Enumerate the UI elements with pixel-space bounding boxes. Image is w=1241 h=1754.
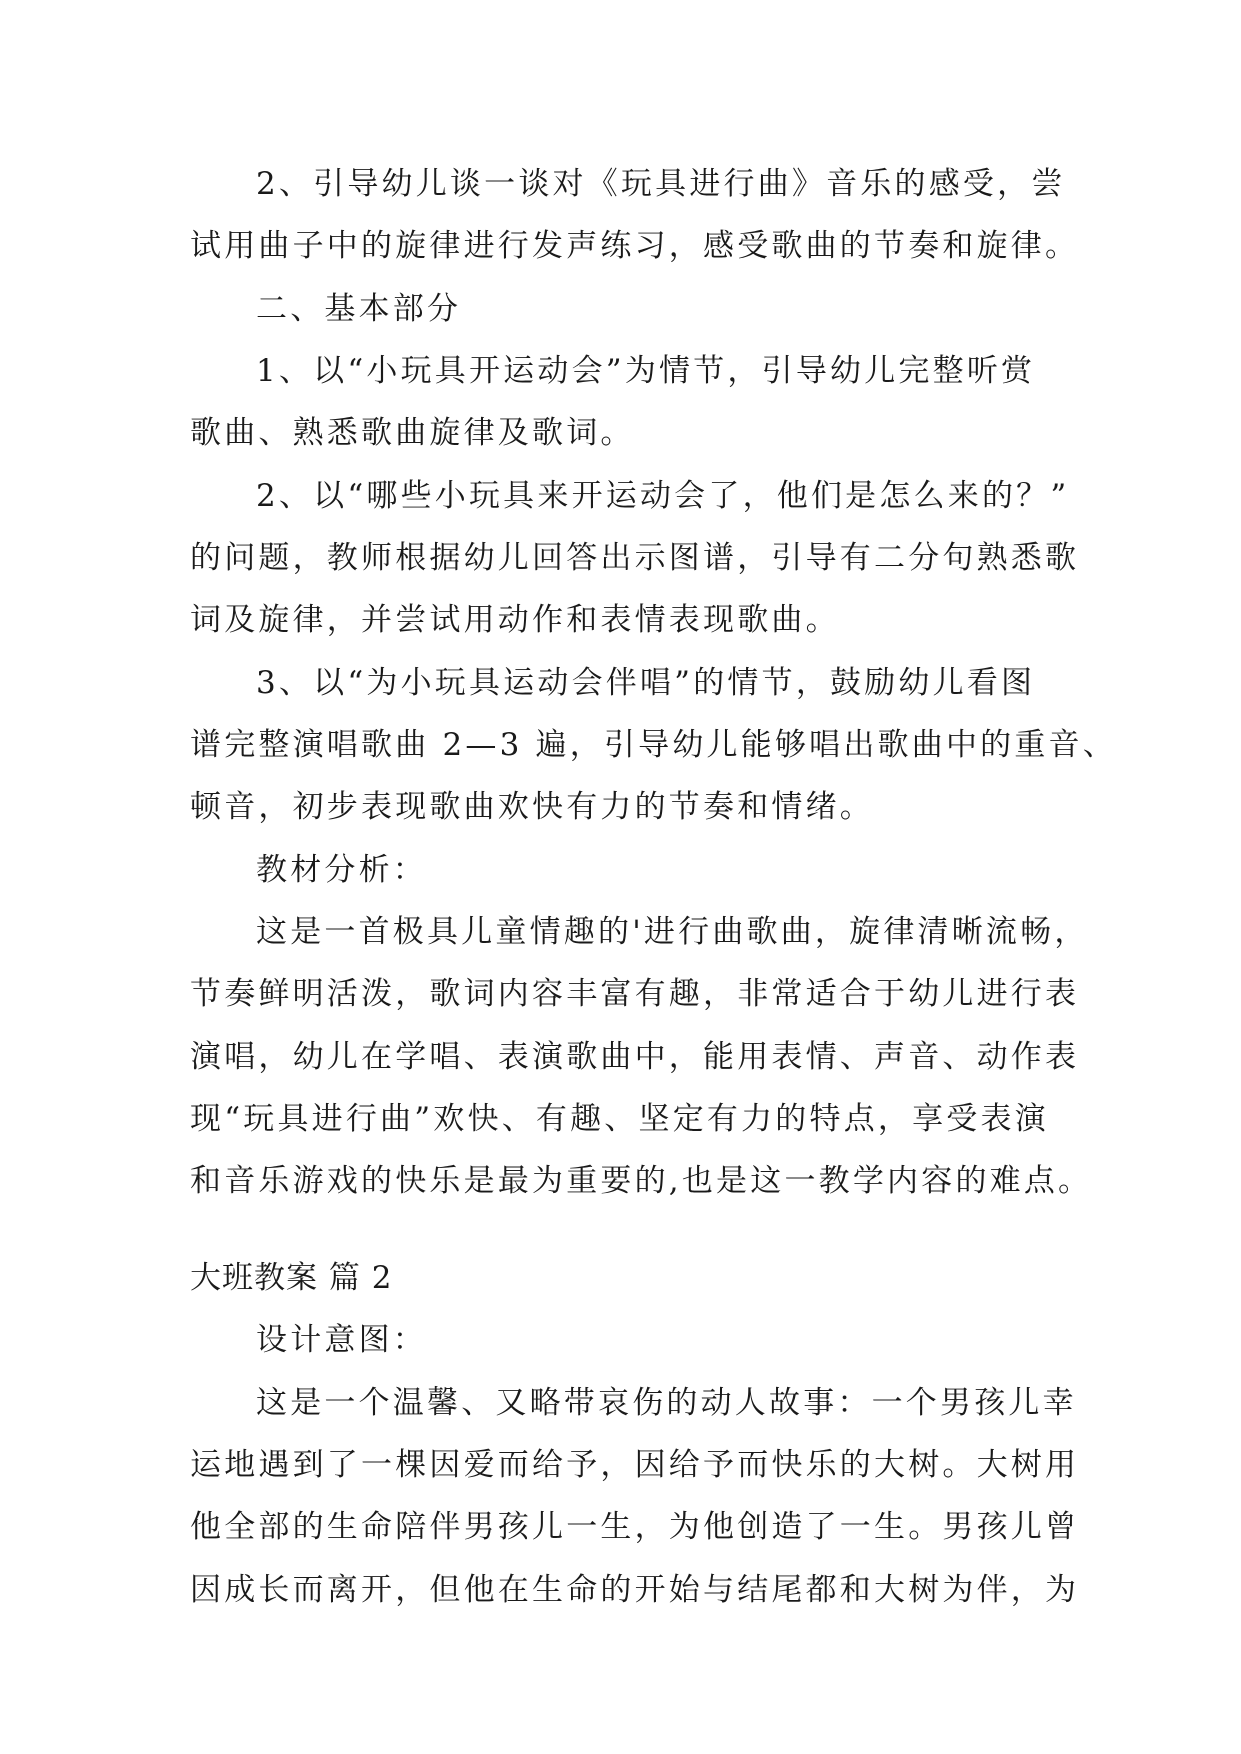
- paragraph-line: 2、引导幼儿谈一谈对《玩具进行曲》音乐的感受，尝: [256, 166, 1066, 202]
- paragraph-line: 1、以“小玩具开运动会”为情节，引导幼儿完整听赏: [256, 353, 1036, 389]
- paragraph-line: 顿音，初步表现歌曲欢快有力的节奏和情绪。: [190, 789, 874, 825]
- lesson-title: 大班教案 篇 2: [190, 1260, 393, 1296]
- section-heading: 教材分析：: [256, 852, 427, 888]
- paragraph-line: 歌曲、熟悉歌曲旋律及歌词。: [190, 415, 635, 451]
- paragraph-line: 2、以“哪些小玩具来开运动会了，他们是怎么来的？”: [256, 478, 1070, 514]
- paragraph-line: 3、以“为小玩具运动会伴唱”的情节，鼓励幼儿看图: [256, 665, 1036, 701]
- paragraph-line: 现“玩具进行曲”欢快、有趣、坚定有力的特点，享受表演: [190, 1101, 1049, 1137]
- paragraph-line: 这是一首极具儿童情趣的'进行曲歌曲，旋律清晰流畅，: [256, 914, 1089, 950]
- paragraph-line: 词及旋律，并尝试用动作和表情表现歌曲。: [190, 602, 840, 638]
- paragraph-line: 节奏鲜明活泼，歌词内容丰富有趣，非常适合于幼儿进行表: [190, 976, 1080, 1012]
- section-heading: 二、基本部分: [256, 291, 462, 327]
- paragraph-line: 谱完整演唱歌曲 2—3 遍，引导幼儿能够唱出歌曲中的重音、: [190, 727, 1117, 763]
- paragraph-line: 运地遇到了一棵因爱而给予，因给予而快乐的大树。大树用: [190, 1447, 1080, 1483]
- paragraph-line: 他全部的生命陪伴男孩儿一生，为他创造了一生。男孩儿曾: [190, 1509, 1080, 1545]
- section-heading: 设计意图：: [256, 1322, 427, 1358]
- paragraph-line: 这是一个温馨、又略带哀伤的动人故事：一个男孩儿幸: [256, 1385, 1077, 1421]
- paragraph-line: 试用曲子中的旋律进行发声练习，感受歌曲的节奏和旋律。: [190, 228, 1080, 264]
- paragraph-line: 和音乐游戏的快乐是最为重要的,也是这一教学内容的难点。: [190, 1163, 1093, 1199]
- paragraph-line: 演唱，幼儿在学唱、表演歌曲中，能用表情、声音、动作表: [190, 1039, 1080, 1075]
- paragraph-line: 因成长而离开，但他在生命的开始与结尾都和大树为伴，为: [190, 1572, 1080, 1608]
- paragraph-line: 的问题，教师根据幼儿回答出示图谱，引导有二分句熟悉歌: [190, 540, 1080, 576]
